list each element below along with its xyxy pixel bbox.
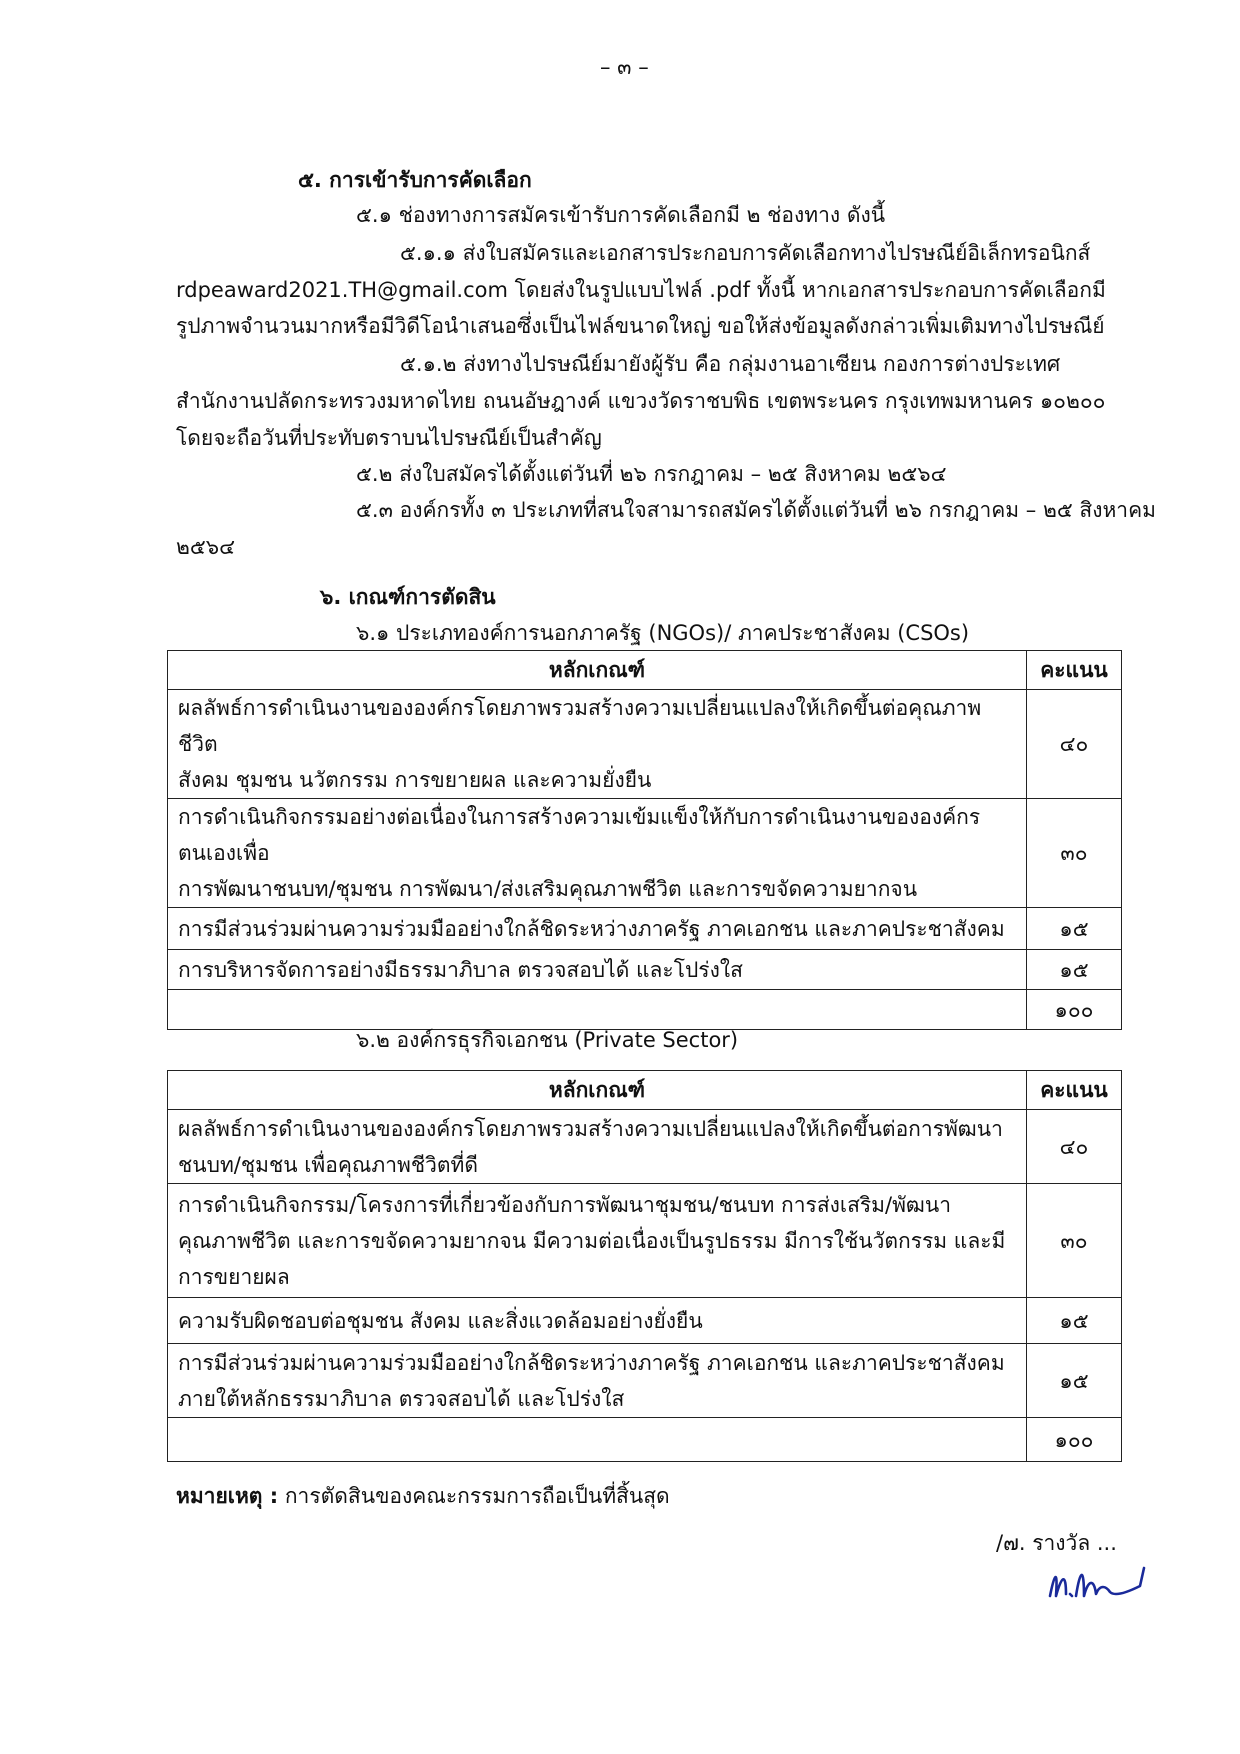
table2-title: ๖.๒ องค์กรธุรกิจเอกชน (Private Sector)	[356, 1028, 739, 1052]
criteria-text: การมีส่วนร่วมผ่านความร่วมมืออย่างใกล้ชิดระหว่างภาครัฐ ภาคเอกชน และภาคประชาสังคม	[178, 916, 1005, 941]
criteria-table-ngo	[167, 650, 1122, 1030]
table-row	[168, 1298, 1122, 1344]
table-row	[168, 908, 1122, 950]
criteria-text: ความรับผิดชอบต่อชุมชน สังคม และสิ่งแวดล้อมอย่างยั่งยืน	[178, 1308, 703, 1333]
criteria-text: ชนบท/ชุมชน เพื่อคุณภาพชีวิตที่ดี	[178, 1152, 479, 1177]
criteria-text: การบริหารจัดการอย่างมีธรรมาภิบาล ตรวจสอบได้ และโปร่งใส	[178, 957, 743, 982]
section5-1-2-line2: สำนักงานปลัดกระทรวงมหาดไทย ถนนอัษฎางค์ แขวงวัดราชบพิธ เขตพระนคร กรุงเทพมหานคร ๑๐๒๐๐	[176, 389, 1106, 413]
score-cell: ๑๕	[1027, 950, 1122, 990]
section5-3-line2: ๒๕๖๔	[176, 535, 235, 559]
note-text: การตัดสินของคณะกรรมการถือเป็นที่สิ้นสุด	[284, 1484, 670, 1508]
criteria-text: ผลลัพธ์การดำเนินงานขององค์กรโดยภาพรวมสร้างความเปลี่ยนแปลงให้เกิดขึ้นต่อคุณภาพชีวิต	[178, 696, 982, 756]
section6-heading: ๖. เกณฑ์การตัดสิน	[320, 585, 496, 609]
note-label: หมายเหตุ :	[176, 1484, 279, 1508]
score-cell: ๑๕	[1027, 1344, 1122, 1418]
section5-1-1-line3: รูปภาพจำนวนมากหรือมีวิดีโอนำเสนอซึ่งเป็นไฟล์ขนาดใหญ่ ขอให้ส่งข้อมูลดังกล่าวเพิ่มเติมทางไปรษณีย์	[176, 314, 1105, 338]
table1-header-score: คะแนน	[1027, 651, 1122, 690]
section5-heading: ๕. การเข้ารับการคัดเลือก	[298, 168, 532, 192]
criteria-text: ภายใต้หลักธรรมาภิบาล ตรวจสอบได้ และโปร่งใส	[178, 1386, 625, 1411]
score-cell: ๓๐	[1027, 1184, 1122, 1298]
score-cell: ๑๕	[1027, 1298, 1122, 1344]
table2-header-score: คะแนน	[1027, 1071, 1122, 1110]
score-cell: ๑๕	[1027, 908, 1122, 950]
criteria-text: ผลลัพธ์การดำเนินงานขององค์กรโดยภาพรวมสร้างความเปลี่ยนแปลงให้เกิดขึ้นต่อการพัฒนา	[178, 1116, 1003, 1141]
criteria-text: สังคม ชุมชน นวัตกรรม การขยายผล และความยั่งยืน	[178, 768, 652, 792]
note	[176, 1486, 670, 1507]
section5-2: ๕.๒ ส่งใบสมัครได้ตั้งแต่วันที่ ๒๖ กรกฎาคม – ๒๕ สิงหาคม ๒๕๖๔	[356, 462, 947, 486]
score-cell: ๔๐	[1027, 1110, 1122, 1184]
criteria-table-private	[167, 1070, 1122, 1462]
section5-1: ๕.๑ ช่องทางการสมัครเข้ารับการคัดเลือกมี ๒ ช่องทาง ดังนี้	[356, 203, 886, 227]
table-row	[168, 1110, 1122, 1184]
signature-icon	[1044, 1556, 1154, 1606]
table2-header-criteria: หลักเกณฑ์	[168, 1071, 1027, 1110]
table-row	[168, 950, 1122, 990]
criteria-text: การดำเนินกิจกรรม/โครงการที่เกี่ยวข้องกับการพัฒนาชุมชน/ชนบท การส่งเสริม/พัฒนา	[178, 1192, 952, 1217]
score-cell: ๓๐	[1027, 799, 1122, 908]
section5-1-2-line3: โดยจะถือวันที่ประทับตราบนไปรษณีย์เป็นสำคัญ	[176, 426, 602, 450]
continuation-text: /๗. รางวัล ...	[996, 1531, 1117, 1555]
section5-1-1-line2: rdpeaward2021.TH@gmail.com โดยส่งในรูปแบบไฟล์ .pdf ทั้งนี้ หากเอกสารประกอบการคัดเลือกมี	[176, 278, 1106, 302]
page-number: – ๓ –	[600, 55, 649, 79]
score-cell: ๔๐	[1027, 690, 1122, 799]
table-row	[168, 690, 1122, 799]
criteria-text: การพัฒนาชนบท/ชุมชน การพัฒนา/ส่งเสริมคุณภาพชีวิต และการขจัดความยากจน	[178, 877, 918, 901]
table-row	[168, 799, 1122, 908]
section5-3-line1: ๕.๓ องค์กรทั้ง ๓ ประเภทที่สนใจสามารถสมัครได้ตั้งแต่วันที่ ๒๖ กรกฎาคม – ๒๕ สิงหาคม	[356, 498, 1156, 522]
criteria-text: การดำเนินกิจกรรมอย่างต่อเนื่องในการสร้างความเข้มแข็งให้กับการดำเนินงานขององค์กรตนเองเพื่อ	[178, 805, 981, 865]
criteria-text: การขยายผล	[178, 1264, 290, 1289]
table-total-row	[168, 1418, 1122, 1462]
table1-title: ๖.๑ ประเภทองค์การนอกภาครัฐ (NGOs)/ ภาคประชาสังคม (CSOs)	[356, 621, 970, 645]
table-total-row	[168, 990, 1122, 1030]
section5-1-1-line1: ๕.๑.๑ ส่งใบสมัครและเอกสารประกอบการคัดเลือกทางไปรษณีย์อิเล็กทรอนิกส์	[400, 241, 1091, 265]
section5-1-2-line1: ๕.๑.๒ ส่งทางไปรษณีย์มายังผู้รับ คือ กลุ่มงานอาเซียน กองการต่างประเทศ	[400, 352, 1061, 376]
table-row	[168, 1344, 1122, 1418]
total-score-cell: ๑๐๐	[1027, 990, 1122, 1030]
criteria-text: การมีส่วนร่วมผ่านความร่วมมืออย่างใกล้ชิดระหว่างภาครัฐ ภาคเอกชน และภาคประชาสังคม	[178, 1350, 1005, 1375]
criteria-text: คุณภาพชีวิต และการขจัดความยากจน มีความต่อเนื่องเป็นรูปธรรม มีการใช้นวัตกรรม และมี	[178, 1228, 1006, 1253]
table-row	[168, 1184, 1122, 1298]
total-score-cell: ๑๐๐	[1027, 1418, 1122, 1462]
table1-header-criteria: หลักเกณฑ์	[168, 651, 1027, 690]
